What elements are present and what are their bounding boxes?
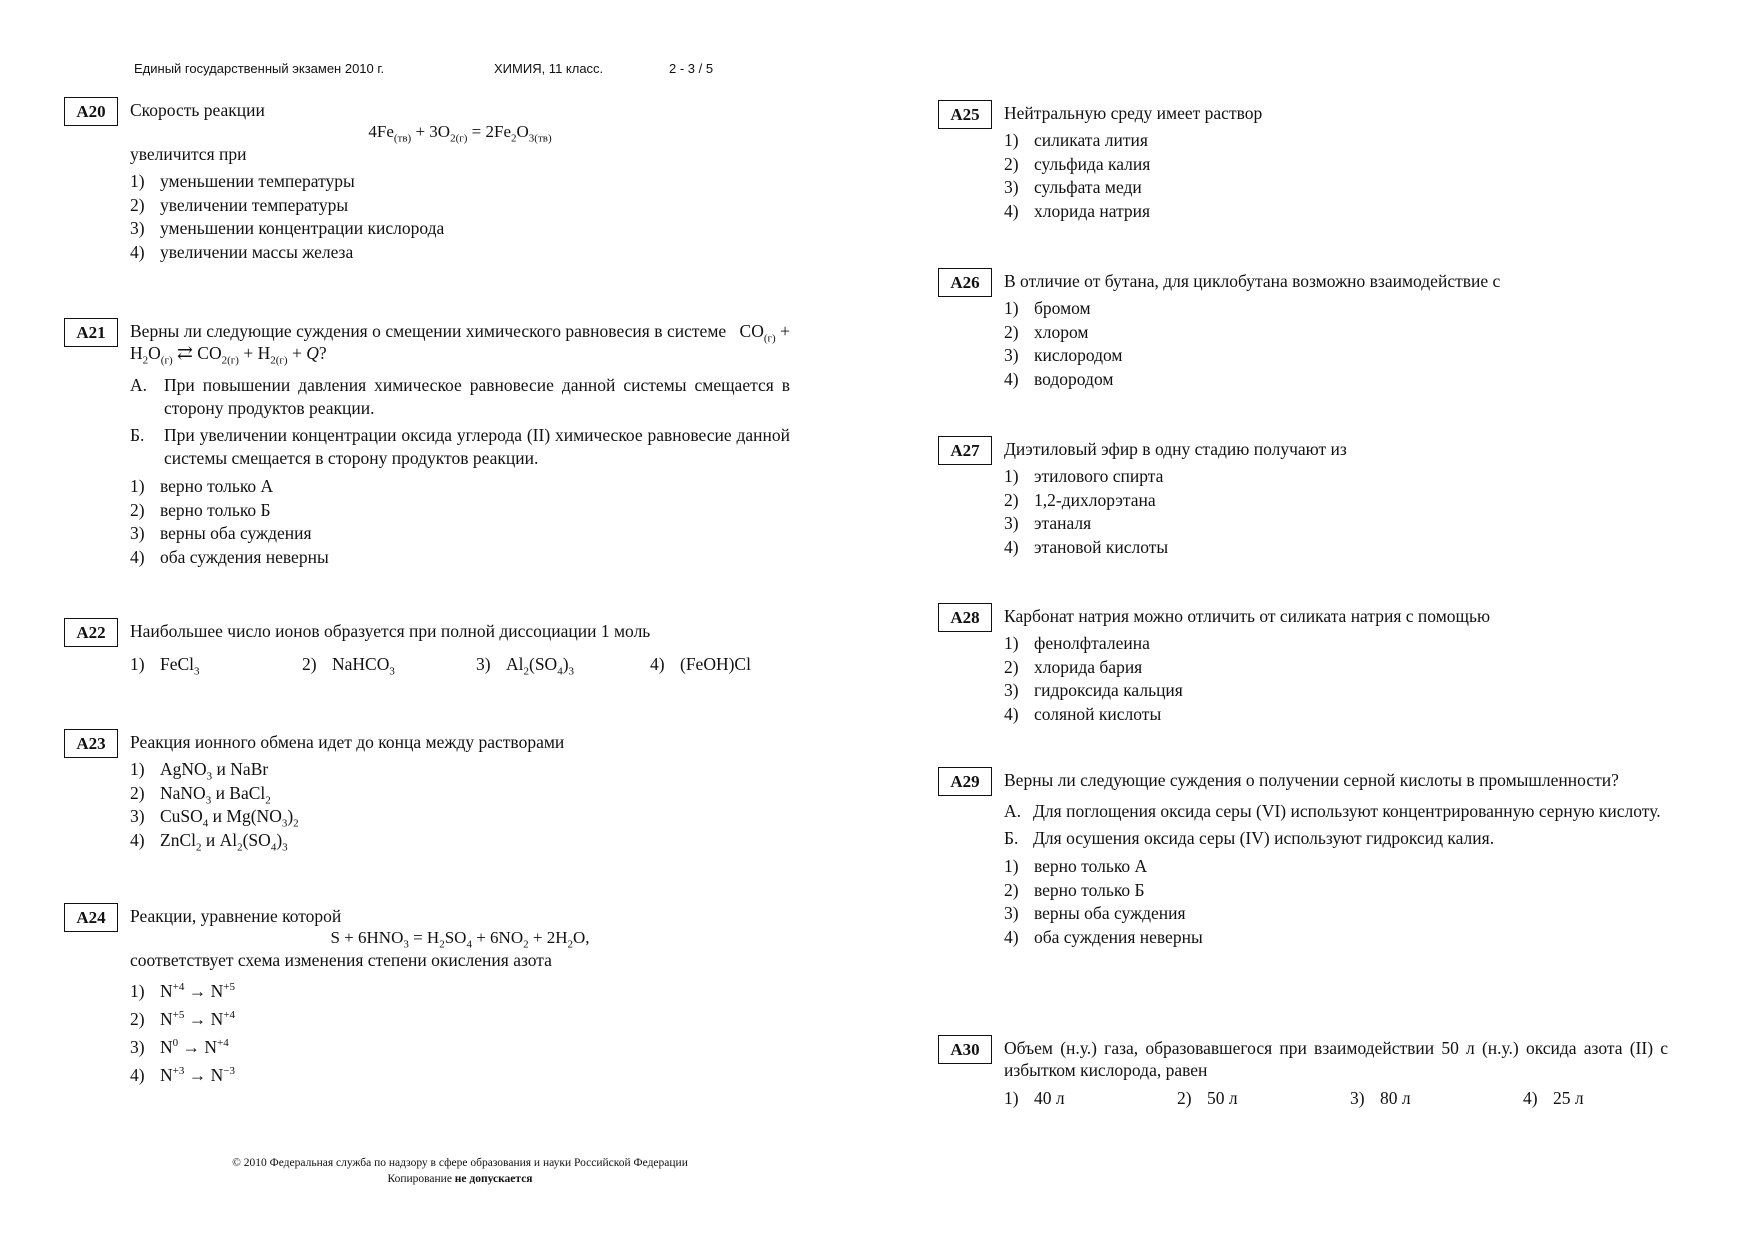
question-stem: Карбонат натрия можно отличить от силиката натрия с помощью bbox=[1004, 606, 1491, 626]
answer-option[interactable]: 2) NaNO$_3$ и BaCl$_2$ bbox=[130, 782, 271, 806]
question-number: А27 bbox=[938, 436, 992, 465]
answer-option[interactable]: 3) этаналя bbox=[1004, 513, 1092, 533]
statement-b: Б. При увеличении концентрации оксида углерода (II) химическое равновесие данной системы смещается в сторону продуктов реакции. bbox=[130, 425, 790, 468]
answer-option[interactable]: 4) хлорида натрия bbox=[1004, 200, 1151, 221]
answer-option[interactable]: 2) верно только Б bbox=[1004, 879, 1145, 900]
footer-copy-notice: Копирование не допускается bbox=[387, 1173, 533, 1185]
answer-options bbox=[130, 977, 790, 1089]
answer-option[interactable]: 3) кислородом bbox=[1004, 345, 1123, 365]
answer-option[interactable]: 4) соляной кислоты bbox=[1004, 703, 1162, 724]
reaction-equation: $S + 6HNO_3 = H_2SO_4 + 6NO_2 + 2H_2O$, bbox=[330, 928, 590, 951]
answer-option[interactable]: 2) NaHCO$_3$ bbox=[302, 654, 395, 678]
question-a30 bbox=[950, 1037, 1668, 1112]
statement-b: Б. Для осушения оксида серы (IV) используют гидроксид калия. bbox=[1004, 828, 1495, 848]
answer-option[interactable]: 2) $N^{+5} \to N^{+4}$ bbox=[130, 1009, 235, 1029]
footer bbox=[140, 1155, 780, 1187]
question-number: А21 bbox=[64, 318, 118, 347]
answer-option[interactable]: 3) верны оба суждения bbox=[1004, 903, 1186, 923]
answer-option[interactable]: 2) увеличении температуры bbox=[130, 194, 349, 215]
answer-option[interactable]: 3) $N^0 \to N^{+4}$ bbox=[130, 1037, 229, 1057]
reaction-equation: $4Fe_{(тв)} + 3O_{2(г)} = 2Fe_2O_{3(тв)}$ bbox=[368, 122, 552, 145]
question-a27 bbox=[950, 438, 1668, 559]
answer-option[interactable]: 3) 80 л bbox=[1350, 1088, 1411, 1108]
question-number: А22 bbox=[64, 618, 118, 647]
answer-option[interactable]: 1) верно только А bbox=[1004, 856, 1148, 876]
answer-options bbox=[130, 758, 790, 852]
answer-options bbox=[1004, 129, 1668, 223]
question-stem: Реакция ионного обмена идет до конца между растворами bbox=[130, 732, 565, 752]
answer-option[interactable]: 2) верно только Б bbox=[130, 499, 271, 520]
statement-a: А. Для поглощения оксида серы (VI) используют концентрированную серную кислоту. bbox=[1004, 801, 1661, 821]
question-number: А20 bbox=[64, 97, 118, 126]
answer-option[interactable]: 3) уменьшении концентрации кислорода bbox=[130, 218, 445, 238]
question-number: А30 bbox=[938, 1035, 992, 1064]
question-stem: Наибольшее число ионов образуется при полной диссоциации 1 моль bbox=[130, 621, 651, 641]
question-a24 bbox=[76, 905, 790, 1089]
question-a25 bbox=[950, 102, 1668, 223]
question-stem: Реакции, уравнение которой bbox=[130, 906, 342, 926]
answer-option[interactable]: 2) сульфида калия bbox=[1004, 153, 1151, 174]
answer-option[interactable]: 1) силиката лития bbox=[1004, 130, 1148, 150]
answer-option[interactable]: 3) $Al_2(SO_4)_3$ bbox=[476, 654, 575, 678]
answer-option[interactable]: 4) этановой кислоты bbox=[1004, 536, 1169, 557]
answer-option[interactable]: 3) сульфата меди bbox=[1004, 177, 1142, 197]
answer-options bbox=[1004, 297, 1668, 391]
answer-option[interactable]: 4) оба суждения неверны bbox=[130, 546, 329, 567]
question-a21 bbox=[76, 320, 791, 569]
answer-option[interactable]: 2) 1,2-дихлорэтана bbox=[1004, 489, 1156, 510]
question-number: А24 bbox=[64, 903, 118, 932]
answer-option[interactable]: 4) (FeOH)Cl bbox=[650, 654, 751, 674]
answer-options bbox=[1004, 855, 1668, 949]
answer-option[interactable]: 4) $N^{+3} \to N^{-3}$ bbox=[130, 1065, 235, 1085]
answer-options bbox=[130, 170, 790, 264]
answer-option[interactable]: 4) 25 л bbox=[1523, 1088, 1584, 1108]
answer-option[interactable]: 1) FeCl$_3$ bbox=[130, 654, 200, 678]
answer-option[interactable]: 1) 40 л bbox=[1004, 1088, 1065, 1108]
question-stem-after: увеличится при bbox=[130, 144, 247, 164]
question-a23 bbox=[76, 731, 790, 853]
answer-option[interactable]: 4) ZnCl$_2$ и $Al_2(SO_4)_3$ bbox=[130, 829, 288, 853]
question-number: А28 bbox=[938, 603, 992, 632]
answer-option[interactable]: 1) бромом bbox=[1004, 298, 1091, 318]
answer-option[interactable]: 4) оба суждения неверны bbox=[1004, 926, 1203, 947]
answer-option[interactable]: 3) CuSO$_4$ и $Mg(NO_3)_2$ bbox=[130, 806, 299, 830]
question-stem: В отличие от бутана, для циклобутана возможно взаимодействие с bbox=[1004, 271, 1501, 291]
question-a22 bbox=[76, 620, 790, 678]
answer-option[interactable]: 4) увеличении массы железа bbox=[130, 241, 354, 262]
answer-options bbox=[1004, 465, 1668, 559]
question-stem: Нейтральную среду имеет раствор bbox=[1004, 103, 1263, 123]
question-stem: Объем (н.у.) газа, образовавшегося при взаимодействии 50 л (н.у.) оксида азота (II) с избытком кислорода, равен bbox=[1004, 1038, 1668, 1080]
question-a26 bbox=[950, 270, 1668, 391]
answer-options bbox=[1004, 1088, 1668, 1112]
question-stem: Скорость реакции bbox=[130, 100, 265, 120]
answer-options bbox=[130, 654, 790, 678]
answer-option[interactable]: 4) водородом bbox=[1004, 368, 1114, 389]
question-number: А23 bbox=[64, 729, 118, 758]
answer-option[interactable]: 1) AgNO$_3$ и NaBr bbox=[130, 759, 269, 783]
answer-option[interactable]: 1) фенолфталеина bbox=[1004, 633, 1150, 653]
answer-option[interactable]: 1) верно только А bbox=[130, 476, 274, 496]
question-a28 bbox=[950, 605, 1668, 726]
answer-option[interactable]: 2) хлором bbox=[1004, 321, 1089, 342]
answer-option[interactable]: 3) верны оба суждения bbox=[130, 523, 312, 543]
answer-option[interactable]: 2) хлорида бария bbox=[1004, 656, 1143, 677]
header-page: 2 - 3 / 5 bbox=[669, 61, 714, 76]
footer-copyright: © 2010 Федеральная служба по надзору в сфере образования и науки Российской Федерации bbox=[232, 1157, 688, 1169]
equilibrium-equation: $CO_{(г)} + H_2O_{(г)}$ ⇄ $CO_{2(г)} + H_{2(г)} + Q$? bbox=[130, 321, 791, 367]
answer-option[interactable]: 1) этилового спирта bbox=[1004, 466, 1164, 486]
question-stem: Диэтиловый эфир в одну стадию получают из bbox=[1004, 439, 1347, 459]
question-stem: Верны ли следующие суждения о смещении химического равновесия в системе $CO_{(г)} + H_2O_{(г)}$ ⇄ $CO_{2(г)} + H_{2(г)} + Q$? bbox=[130, 321, 791, 367]
question-a29 bbox=[950, 769, 1668, 949]
header-exam: Единый государственный экзамен 2010 г. bbox=[134, 61, 385, 76]
answer-option[interactable]: 3) гидроксида кальция bbox=[1004, 680, 1183, 700]
question-number: А25 bbox=[938, 100, 992, 129]
answer-option[interactable]: 2) 50 л bbox=[1177, 1088, 1238, 1108]
answer-option[interactable]: 1) уменьшении температуры bbox=[130, 171, 355, 191]
header-subject: ХИМИЯ, 11 класс. bbox=[494, 61, 604, 76]
answer-option[interactable]: 1) $N^{+4} \to N^{+5}$ bbox=[130, 981, 235, 1001]
answer-options bbox=[1004, 632, 1668, 726]
statement-a: А. При повышении давления химическое равновесие данной системы смещается в сторону продуктов реакции. bbox=[130, 375, 790, 418]
question-a20 bbox=[76, 99, 790, 264]
question-stem-after: соответствует схема изменения степени окисления азота bbox=[130, 950, 552, 970]
answer-options bbox=[130, 475, 790, 569]
question-stem: Верны ли следующие суждения о получении серной кислоты в промышленности? bbox=[1004, 770, 1619, 790]
question-number: А26 bbox=[938, 268, 992, 297]
question-number: А29 bbox=[938, 767, 992, 796]
